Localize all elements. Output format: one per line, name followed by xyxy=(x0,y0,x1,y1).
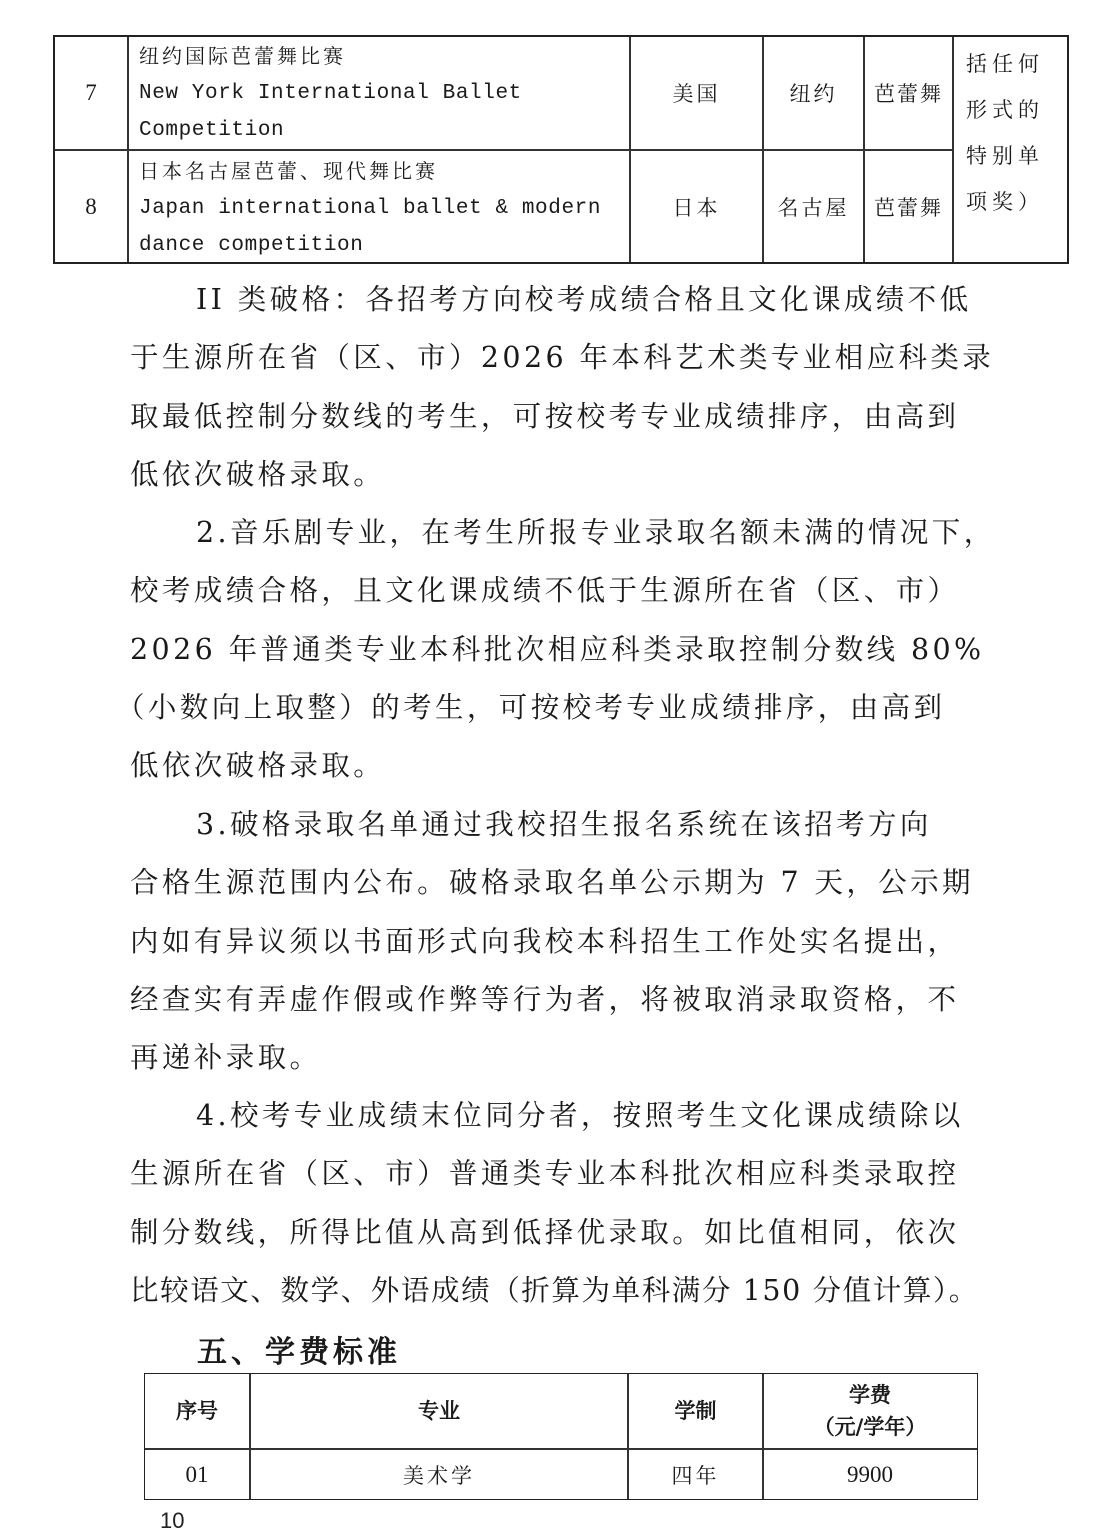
competition-name-en: dance competition xyxy=(139,234,364,257)
competition-name-cn: 纽约国际芭蕾舞比赛 xyxy=(139,44,346,68)
competition-name-en: Japan international ballet & modern xyxy=(139,197,602,220)
note-line: 特别单 xyxy=(966,144,1044,168)
header-fee-unit: （元/学年） xyxy=(813,1415,927,1439)
note-line: 括任何 xyxy=(966,52,1044,76)
competition-name xyxy=(129,153,629,264)
paragraph-line: 合格生源范围内公布。破格录取名单公示期为 7 天，公示期 xyxy=(130,866,974,900)
fee-table xyxy=(144,1373,978,1500)
row-index: 8 xyxy=(85,194,97,219)
header-fee xyxy=(764,1374,976,1448)
paragraph-class-ii xyxy=(130,271,1000,504)
paragraph-line: 低依次破格录取。 xyxy=(130,749,386,783)
paragraph-item-2 xyxy=(116,504,1000,795)
paragraph-item-3 xyxy=(130,796,1000,1087)
competition-table xyxy=(53,35,1069,264)
competition-name-cn: 日本名古屋芭蕾、现代舞比赛 xyxy=(139,159,438,183)
country-cell: 日本 xyxy=(672,196,721,220)
header-fee-label: 学费 xyxy=(849,1383,891,1407)
paragraph-line: 取最低控制分数线的考生，可按校考专业成绩排序，由高到 xyxy=(130,399,960,433)
paragraph-line: 3.破格录取名单通过我校招生报名系统在该招考方向 xyxy=(196,808,932,841)
competition-name-en: New York International Ballet xyxy=(139,82,522,105)
competition-name xyxy=(129,38,629,149)
paragraph-line: 校考成绩合格，且文化课成绩不低于生源所在省（区、市） xyxy=(130,574,960,608)
note-line: 形式的 xyxy=(966,98,1044,122)
fee-row-index: 01 xyxy=(185,1461,209,1487)
fee-row-amount: 9900 xyxy=(847,1461,893,1487)
paragraph-line: 2.音乐剧专业，在考生所报专业录取名额未满的情况下， xyxy=(196,516,996,549)
city-cell: 名古屋 xyxy=(777,196,850,220)
paragraph-line: 生源所在省（区、市）普通类专业本科批次相应科类录取控 xyxy=(130,1157,960,1191)
paragraph-line: 再递补录取。 xyxy=(130,1041,322,1075)
page-number: 10 xyxy=(160,1508,185,1533)
paragraph-line: （小数向上取整）的考生，可按校考专业成绩排序，由高到 xyxy=(116,690,946,724)
city-cell: 纽约 xyxy=(789,82,838,106)
paragraph-line: 内如有异议须以书面形式向我校本科招生工作处实名提出， xyxy=(130,924,960,958)
fee-row-major: 美术学 xyxy=(403,1463,475,1488)
note-cell xyxy=(954,41,1066,225)
paragraph-line: 2026 年普通类专业本科批次相应科类录取控制分数线 80% xyxy=(130,632,985,666)
section-heading: 五、学费标准 xyxy=(197,1335,401,1370)
paragraph-line: 低依次破格录取。 xyxy=(130,457,386,491)
paragraph-line: 经查实有弄虚作假或作弊等行为者，将被取消录取资格，不 xyxy=(130,982,960,1016)
header-duration: 学制 xyxy=(674,1399,717,1423)
paragraph-line: II 类破格：各招考方向校考成绩合格且文化课成绩不低 xyxy=(196,283,972,316)
competition-name-en: Competition xyxy=(139,119,285,142)
country-cell: 美国 xyxy=(672,82,721,106)
paragraph-line: 4.校考专业成绩末位同分者，按照考生文化课成绩除以 xyxy=(196,1099,964,1132)
note-line: 项奖） xyxy=(966,190,1044,214)
header-index: 序号 xyxy=(176,1399,218,1423)
paragraph-item-4 xyxy=(130,1087,1000,1320)
fee-row-duration: 四年 xyxy=(671,1463,720,1488)
category-cell: 芭蕾舞 xyxy=(874,82,943,106)
paragraph-line: 制分数线，所得比值从高到低择优录取。如比值相同，依次 xyxy=(130,1215,960,1249)
header-major: 专业 xyxy=(418,1399,460,1423)
row-index: 7 xyxy=(85,80,97,105)
paragraph-line: 于生源所在省（区、市）2026 年本科艺术类专业相应科类录 xyxy=(130,341,995,375)
paragraph-line: 比较语文、数学、外语成绩（折算为单科满分 150 分值计算）。 xyxy=(130,1273,979,1307)
category-cell: 芭蕾舞 xyxy=(874,196,943,220)
